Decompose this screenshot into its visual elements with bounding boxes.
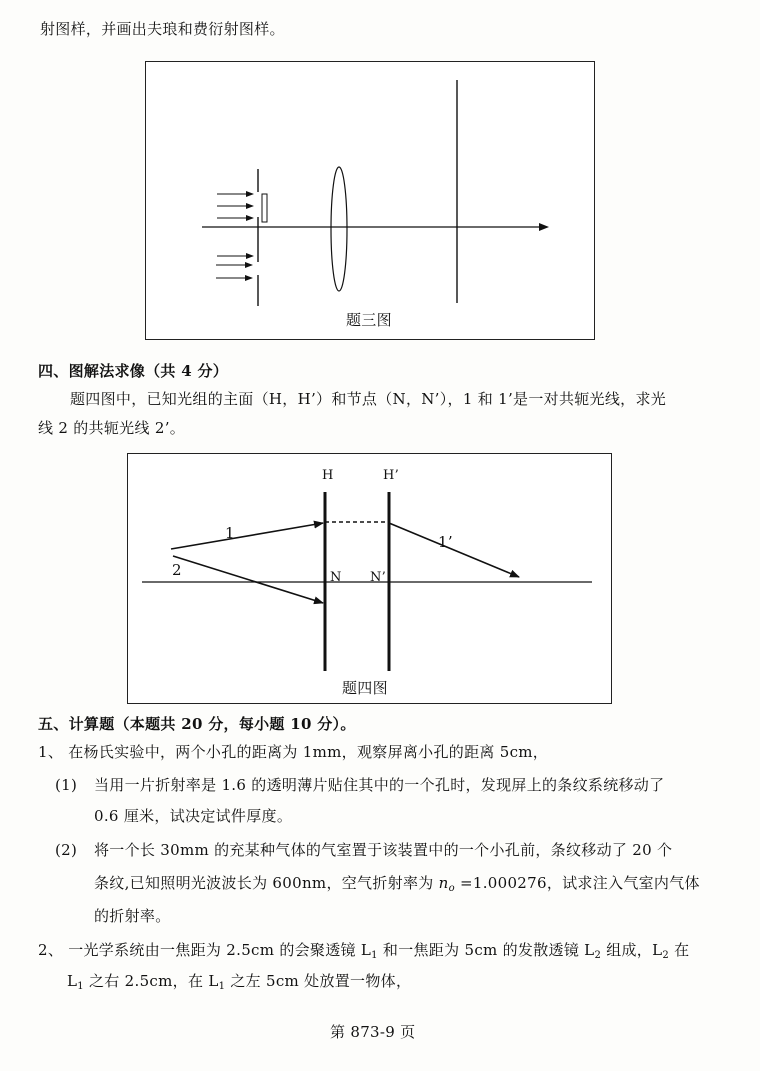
label-ray-1: 1 — [225, 524, 235, 542]
label-ray-1-prime: 1’ — [438, 533, 453, 551]
figure-4 — [127, 453, 612, 704]
question-2-line-1-part-a: 2、 一光学系统由一焦距为 2.5cm 的会聚透镜 L — [38, 941, 372, 959]
question-1-sub-2-line-3: 的折射率。 — [94, 907, 171, 925]
question-1-sub-1-line-2: 0.6 厘米，试决定试件厚度。 — [94, 807, 293, 825]
question-1-sub-2-line-1: 将一个长 30mm 的充某种气体的气室置于该装置中的一个小孔前，条纹移动了 20 个 — [94, 841, 673, 859]
lens-1-subscript: 1 — [371, 950, 378, 961]
section-4-heading: 四、图解法求像（共 4 分） — [38, 362, 229, 380]
question-2-line-1-part-c: 组成，L — [601, 941, 663, 959]
lens-1-subscript: 1 — [77, 981, 84, 992]
label-N: N — [330, 570, 342, 585]
question-1-sub-2-number: (2) — [55, 841, 78, 859]
question-1-sub-2-line-2-part-b: =1.000276，试求注入气室内气体 — [454, 874, 700, 892]
figure-3-caption: 题三图 — [346, 311, 392, 329]
question-2-line-2-part-a: L — [67, 972, 78, 990]
label-H-prime: H’ — [383, 468, 400, 483]
label-ray-2: 2 — [172, 561, 182, 579]
figure-3 — [145, 61, 595, 340]
lens-2-subscript: 2 — [594, 950, 602, 961]
question-2-line-2-part-c: 之左 5cm 处放置一物体， — [225, 972, 412, 990]
question-1-sub-1-number: (1) — [55, 776, 78, 794]
ray-1-prime — [389, 523, 519, 577]
ray-1 — [171, 523, 323, 549]
question-1-sub-1-line-1: 当用一片折射率是 1.6 的透明薄片贴住其中的一个孔时，发现屏上的条纹系统移动了 — [94, 776, 665, 794]
section-4-paragraph-line-1: 题四图中，已知光组的主面（H，H’）和节点（N，N’），1 和 1’是一对共轭光线，求光 — [70, 390, 667, 408]
refractive-index-subscript: o — [448, 883, 455, 894]
figure-4-caption: 题四图 — [342, 679, 388, 697]
ray-2 — [173, 556, 323, 603]
question-1-sub-2-line-2-part-a: 条纹,已知照明光波波长为 600nm，空气折射率为 — [94, 874, 439, 892]
intro-line: 射图样，并画出夫琅和费衍射图样。 — [40, 20, 285, 38]
question-1-sub-2-line-2 — [94, 873, 700, 893]
label-N-prime: N’ — [370, 570, 387, 585]
section-5-heading: 五、计算题（本题共 20 分，每小题 10 分）。 — [38, 715, 356, 733]
optical-axis-arrowhead — [539, 223, 549, 231]
question-2-line-2 — [67, 971, 411, 991]
question-2-line-1-part-d: 在 — [669, 941, 690, 959]
refractive-index-symbol: n — [438, 874, 449, 892]
thin-plate — [262, 194, 267, 222]
question-2-line-1 — [38, 940, 689, 960]
page-number: 第 873-9 页 — [330, 1023, 416, 1041]
question-2-line-1-part-b: 和一焦距为 5cm 的发散透镜 L — [377, 941, 595, 959]
question-2-line-2-part-b: 之右 2.5cm，在 L — [83, 972, 219, 990]
convex-lens — [331, 167, 347, 291]
lens-1-subscript: 1 — [218, 981, 226, 992]
lens-2-subscript: 2 — [662, 950, 670, 961]
label-H: H — [322, 468, 334, 483]
figure-3-diagram — [145, 61, 595, 340]
question-1-text: 1、 在杨氏实验中，两个小孔的距离为 1mm，观察屏离小孔的距离 5cm， — [38, 743, 549, 761]
section-4-paragraph-line-2: 线 2 的共轭光线 2’。 — [38, 419, 186, 437]
